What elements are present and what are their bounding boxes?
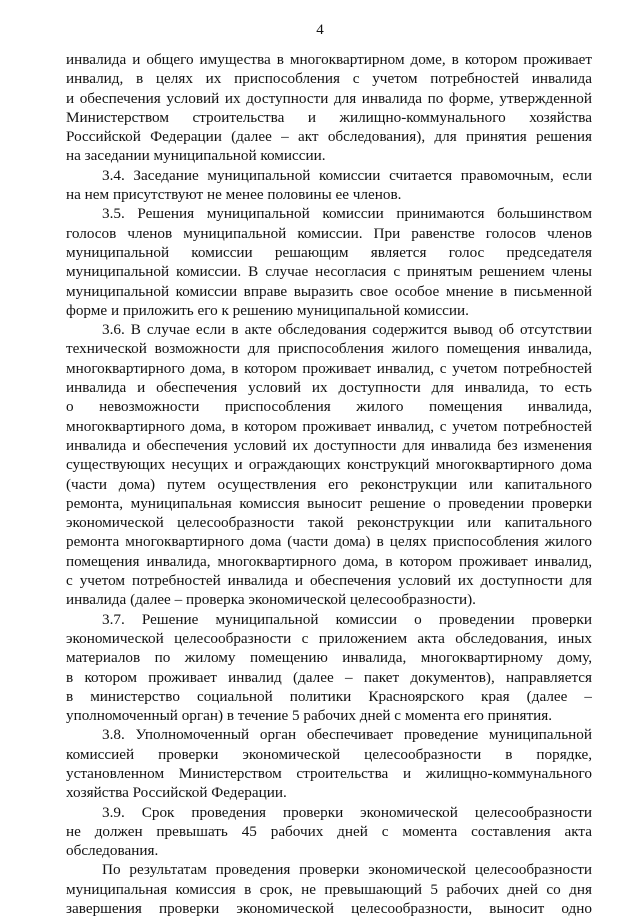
text-line: и обеспечения условий их доступности для инвалида по форме, утвержденной (66, 89, 592, 107)
text-line: голосов членов муниципальной комиссии. При равенстве голосов членов (66, 224, 592, 242)
text-line: муниципальной комиссии. В случае несогласия с принятым решением члены (66, 263, 592, 281)
text-line: материалов по жилому помещению инвалида, многоквартирному дому, (66, 649, 592, 667)
text-line: инвалида (далее – проверка экономической целесообразности). (66, 591, 476, 609)
text-line: 3.7. Решение муниципальной комиссии о проведении проверки (102, 610, 592, 628)
text-line: 3.5. Решения муниципальной комиссии принимаются большинством (102, 205, 592, 223)
document-body (66, 50, 592, 918)
text-line: форме и приложить его к решению муниципальной комиссии. (66, 301, 469, 319)
text-line: ремонта многоквартирного дома (части дома) в целях приспособления жилого (66, 533, 592, 551)
text-line: 3.4. Заседание муниципальной комиссии считается правомочным, если (102, 166, 592, 184)
text-line: ремонта, муниципальная комиссия выносит решение о проведении проверки (66, 494, 592, 512)
text-line: муниципальной комиссии решающим является голос председателя (66, 243, 592, 261)
text-line: 3.8. Уполномоченный орган обеспечивает проведение муниципальной (102, 726, 592, 744)
text-line: 3.9. Срок проведения проверки экономической целесообразности (102, 803, 592, 821)
text-line: завершения проверки экономической целесообразности, выносит одно (66, 900, 592, 918)
text-line: не должен превышать 45 рабочих дней с момента составления акта (66, 822, 592, 840)
page-number: 4 (316, 22, 324, 38)
text-line: инвалида и общего имущества в многоквартирном доме, в котором проживает (66, 51, 592, 68)
text-line: Российской Федерации (далее – акт обследования), для принятия решения (66, 128, 592, 146)
text-line: в котором проживает инвалид (далее – пакет документов), направляется (66, 668, 592, 686)
paragraph-p-3-4 (66, 166, 592, 205)
text-line: на нем присутствуют не менее половины ее членов. (66, 186, 402, 204)
text-line: в министерство социальной политики Красноярского края (далее – (66, 687, 592, 705)
text-line: с учетом потребностей инвалида и обеспечения условий их доступности для (66, 572, 592, 590)
text-line: По результатам проведения проверки экономической целесообразности (102, 861, 592, 879)
text-line: существующих несущих и ограждающих конструкций многоквартирного дома (66, 456, 592, 474)
text-line: инвалид, в целях их приспособления с учетом потребностей инвалида (66, 70, 592, 88)
text-line: технической возможности для приспособления жилого помещения инвалида, (66, 340, 592, 358)
text-line: инвалида и обеспечения условий их доступности для инвалида без изменения (66, 436, 592, 454)
paragraph-p-3-8 (66, 725, 592, 802)
text-line: хозяйства Российской Федерации. (66, 784, 287, 802)
text-line: муниципальной комиссии вправе выразить свое особое мнение в письменной (66, 282, 592, 300)
text-line: (части дома) путем осуществления его реконструкции или капитального (66, 475, 592, 493)
paragraph-p-3-5 (66, 204, 592, 320)
paragraph-p-3-6 (66, 320, 592, 609)
text-line: на заседании муниципальной комиссии. (66, 147, 326, 165)
paragraph-p-results (66, 860, 592, 918)
text-line: многоквартирного дома, в котором проживает инвалид, с учетом потребностей (66, 359, 592, 377)
text-line: 3.6. В случае если в акте обследования содержится вывод об отсутствии (102, 321, 592, 339)
text-line: муниципальная комиссия в срок, не превышающий 5 рабочих дней со дня (66, 880, 592, 898)
text-line: помещения инвалида, многоквартирного дома, в котором проживает инвалид, (66, 552, 592, 570)
text-line: экономической целесообразности такой реконструкции или капитального (66, 514, 592, 532)
paragraph-p-3-9 (66, 803, 592, 861)
text-line: уполномоченный орган) в течение 5 рабочих дней с момента его принятия. (66, 707, 553, 725)
paragraph-p-continuation (66, 50, 592, 166)
text-line: Министерством строительства и жилищно-коммунального хозяйства (66, 108, 592, 126)
text-line: установленном Министерством строительства и жилищно-коммунального (66, 764, 592, 782)
text-line: инвалида и обеспечения условий их доступности для инвалида, то есть (66, 379, 592, 397)
paragraph-p-3-7 (66, 610, 592, 726)
text-line: многоквартирного дома, в котором проживает инвалид, с учетом потребностей (66, 417, 592, 435)
text-line: комиссией проверки экономической целесообразности в порядке, (66, 745, 592, 763)
text-line: о невозможности приспособления жилого помещения инвалида, (66, 398, 592, 416)
text-line: экономической целесообразности с приложением акта обследования, иных (66, 629, 592, 647)
text-line: обследования. (66, 842, 159, 860)
